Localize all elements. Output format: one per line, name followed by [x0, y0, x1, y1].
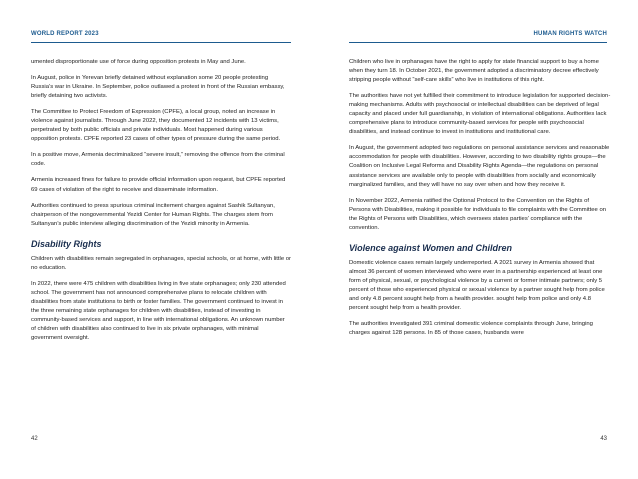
running-head-left: WORLD REPORT 2023 — [31, 31, 99, 37]
paragraph: In August, police in Yerevan briefly detained without explanation some 20 people protesting Russia’s war in Ukraine. In September, police outlawed a protest in front of the Russian embassy, briefly detaining two activists. — [31, 75, 285, 100]
paragraph: In a positive move, Armenia decriminalized “severe insult,” removing the offence from the criminal code. — [31, 152, 285, 168]
section-heading-disability-rights: Disability Rights — [31, 238, 102, 249]
paragraph: Children with disabilities remain segregated in orphanages, special schools, or at home, with little or no education. — [31, 255, 291, 271]
paragraph: Children who live in orphanages have the right to apply for state financial support to buy a home when they turn 18. In October 2021, the government adopted a discriminatory decree effectively stripping people without “self-care skills” who live in institutions of this right. — [349, 59, 599, 84]
paragraph: In November 2022, Armenia ratified the Optional Protocol to the Convention on the Rights of Persons with Disabilities, making it possible for individuals to file complaints with the Committee on the Rights of Persons with Disabilities, which oversees states parties’ compliance with the convention. — [349, 197, 607, 231]
page-number-right: 43 — [600, 436, 607, 442]
section-heading-violence-against-women: Violence against Women and Children — [349, 242, 513, 253]
paragraph: Domestic violence cases remain largely underreported. A 2021 survey in Armenia showed that almost 36 percent of women interviewed who were ever in a partnership experienced at least one form of physical, sexual, or psychological violence by a current or former intimate partners; only 5 percent of those who experienced physical or sexual violence by a partner sought help from police and only 4.8 percent sought help from a health provider. sought help from police and only 4.8 percent sought help from a health provider. — [349, 259, 605, 312]
header-rule-right — [349, 42, 607, 43]
running-head-right: HUMAN RIGHTS WATCH — [533, 31, 607, 37]
paragraph: In 2022, there were 475 children with disabilities living in five state orphanages; only 230 attended school. The government has not announced comprehensive plans to relocate children with disabilities from state institutions to birth or foster families. The government continued to invest in the three remaining state orphanages for children with disabilities, instead of investing in community-based services and support, in line with international obligations. An unknown number of children with disabilities also continued to live in six private orphanages, with minimal government oversight. — [31, 280, 286, 342]
paragraph: The authorities investigated 391 criminal domestic violence complaints through June, bringing charges against 128 persons. In 85 of those cases, husbands were — [349, 321, 593, 337]
paragraph: umented disproportionate use of force during opposition protests in May and June. — [31, 59, 246, 65]
paragraph: The Committee to Protect Freedom of Expression (CPFE), a local group, noted an increase in violence against journalists. Through June 2022, they documented 12 incidents with 13 victims, perpetrated by both public officials and private individuals. Most happened during various opposition protests. CPFE reported 23 cases of other types of pressure during the same period. — [31, 109, 281, 143]
left-body-text — [31, 58, 291, 350]
paragraph: Authorities continued to press spurious criminal incitement charges against Sashik Sultanyan, chairperson of the nongovernmental Yezidi Center for Human Rights. The charges stem from Sultanyan’s public interview alleging discrimination of the Yezidi minority in Armenia. — [31, 202, 275, 227]
header-rule-left — [31, 42, 291, 43]
paragraph: Armenia increased fines for failure to provide official information upon request, but CPFE reported 69 cases of violation of the right to receive and disseminate information. — [31, 177, 286, 193]
paragraph: In August, the government adopted two regulations on personal assistance services and reasonable accommodation for people with disabilities. However, according to two disability rights groups—the Coalition on Inclusive Legal Reforms and Disability Rights Agenda—the regulations on personal assistance services are available only to people with disabilities from socially and economically marginalized families, and they will have no say over when and how they receive it. — [349, 145, 610, 188]
paragraph: The authorities have not yet fulfilled their commitment to introduce legislation for supported decision-making mechanisms. Adults with psychosocial or intellectual disabilities can be deprived of legal capacity and placed under full guardianship, in violation of international obligations. Authorities lack comprehensive plans to introduce community-based services for people with psychosocial disabilities, and instead continue to invest in institutions and institutional care. — [349, 93, 611, 136]
right-page — [319, 0, 638, 479]
right-body-text — [349, 58, 611, 345]
page-number-left: 42 — [31, 436, 38, 442]
